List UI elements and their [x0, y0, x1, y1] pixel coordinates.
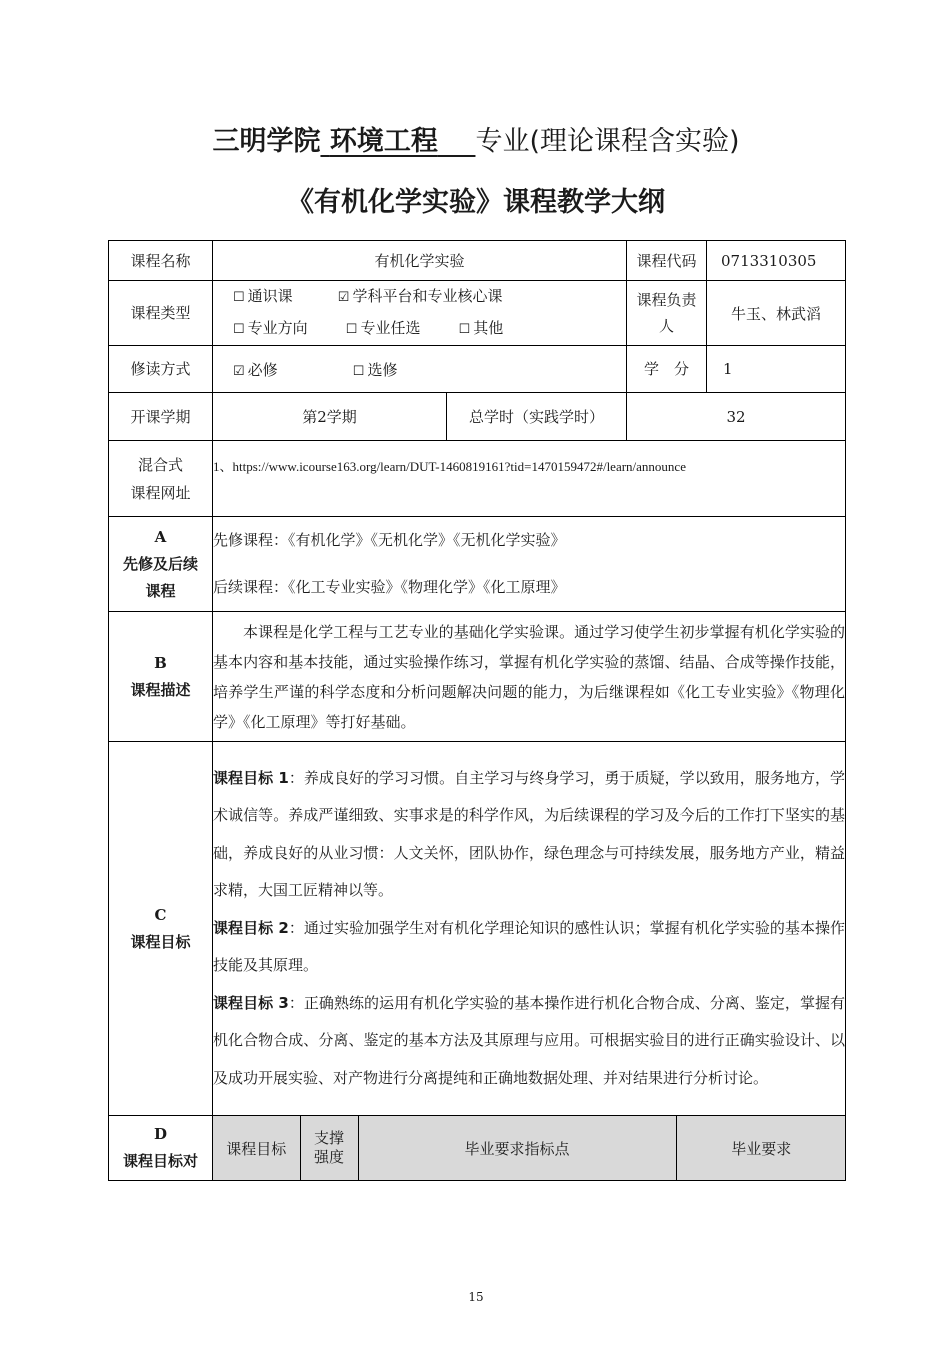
- course-goal-3: 课程目标 3：正确熟练的运用有机化学实验的基本操作进行机化合物合成、分离、鉴定，掌握有机化合物合成、分离、鉴定的基本方法及其原理与应用。可根据实验目的进行正确实验设计、以及成功开展实验、对产物进行分离提纯和正确地数据处理、并对结果进行分析讨论。: [213, 993, 846, 1087]
- row-course-type: [109, 281, 846, 346]
- study-mode-options: [213, 346, 627, 393]
- title-prefix: 三明学院: [212, 126, 321, 157]
- section-c-heading: C 课程目标: [109, 742, 213, 1116]
- study-option-optional[interactable]: ☐ 选修: [352, 360, 398, 379]
- followup-courses: 后续课程：《化工专业实验》《物理化学》《化工原理》: [213, 578, 566, 596]
- credit-label: 学 分: [627, 346, 707, 393]
- section-d-mapping: [213, 1116, 846, 1181]
- course-type-options: [213, 281, 627, 346]
- semester-value: 第2学期: [213, 393, 447, 441]
- type-option-elective[interactable]: ☐ 专业任选: [345, 319, 421, 337]
- row-section-a: [109, 517, 846, 612]
- course-goal-2: 课程目标 2：通过实验加强学生对有机化学理论知识的感性认识；掌握有机化学实验的基本操作技能及其原理。: [213, 918, 846, 975]
- section-d-heading: D 课程目标对: [109, 1116, 213, 1181]
- leader-label: 课程负责人: [627, 281, 707, 346]
- semester-label: 开课学期: [109, 393, 213, 441]
- course-code-label: 课程代码: [627, 241, 707, 281]
- checkbox-unchecked-icon: ☐: [345, 322, 358, 337]
- course-url-link[interactable]: 1、https://www.icourse163.org/learn/DUT-1460819161?tid=1470159472#/learn/announce: [213, 441, 846, 517]
- row-section-c: [109, 742, 846, 1116]
- document-title: [0, 122, 952, 162]
- checkbox-checked-icon: ☑: [337, 290, 350, 305]
- course-goals: [213, 742, 846, 1116]
- section-b-heading: B 课程描述: [109, 612, 213, 742]
- row-study-mode: [109, 346, 846, 393]
- mapping-header-table: [213, 1116, 846, 1180]
- study-mode-label: 修读方式: [109, 346, 213, 393]
- type-option-other[interactable]: ☐ 其他: [458, 319, 504, 337]
- course-name-label: 课程名称: [109, 241, 213, 281]
- header-indicator: 毕业要求指标点: [358, 1116, 676, 1180]
- hours-label: 总学时（实践学时）: [447, 393, 627, 441]
- row-course-url: [109, 441, 846, 517]
- course-type-label: 课程类型: [109, 281, 213, 346]
- type-option-general[interactable]: ☐ 通识课: [233, 287, 293, 305]
- row-course-name: [109, 241, 846, 281]
- course-code-value: 0713310305: [707, 241, 846, 281]
- section-a-heading: A 先修及后续 课程: [109, 517, 213, 612]
- study-option-required[interactable]: ☑ 必修: [233, 360, 278, 379]
- header-course-goal: 课程目标: [213, 1116, 300, 1180]
- type-option-direction[interactable]: ☐ 专业方向: [233, 319, 308, 337]
- checkbox-checked-icon: ☑: [233, 363, 245, 379]
- row-section-d: [109, 1116, 846, 1181]
- syllabus-table: [108, 240, 846, 1181]
- header-requirement: 毕业要求: [676, 1116, 846, 1180]
- hours-value: 32: [627, 393, 846, 441]
- document-subtitle: 《有机化学实验》课程教学大纲: [287, 187, 665, 218]
- course-name-value: 有机化学实验: [213, 241, 627, 281]
- row-semester: [109, 393, 846, 441]
- title-suffix: 专业(理论课程含实验): [475, 126, 740, 157]
- course-description: 本课程是化学工程与工艺专业的基础化学实验课。通过学习使学生初步掌握有机化学实验的基本内容和基本技能，通过实验操作练习，掌握有机化学实验的蒸馏、结晶、合成等操作技能，培养学生严谨的科学态度和分析问题解决问题的能力，为后继课程如《化工专业实验》《物理化学》《化工原理》等打好基础。: [213, 612, 846, 742]
- type-option-core[interactable]: ☑ 学科平台和专业核心课: [337, 287, 503, 305]
- header-support-strength: 支撑强度: [300, 1116, 358, 1180]
- checkbox-unchecked-icon: ☐: [233, 322, 245, 337]
- checkbox-unchecked-icon: ☐: [352, 363, 365, 379]
- section-a-content: [213, 517, 846, 612]
- prerequisite-courses: 先修课程：《有机化学》《无机化学》《无机化学实验》: [213, 531, 566, 549]
- leader-value: 牛玉、林武滔: [707, 281, 846, 346]
- course-url-label: 混合式 课程网址: [109, 441, 213, 517]
- page-number: 15: [468, 1290, 484, 1304]
- credit-value: 1: [707, 346, 846, 393]
- checkbox-unchecked-icon: ☐: [458, 322, 471, 337]
- title-major: 环境工程: [329, 126, 438, 157]
- course-goal-1: 课程目标 1：养成良好的学习习惯。自主学习与终身学习，勇于质疑，学以致用，服务地方，学术诚信等。养成严谨细致、实事求是的科学作风，为后续课程的学习及今后的工作打下坚实的基础，养成良好的从业习惯：人文关怀，团队协作，绿色理念与可持续发展，服务地方产业，精益求精，大国工匠精神以等。: [213, 768, 846, 900]
- row-section-b: [109, 612, 846, 742]
- checkbox-unchecked-icon: ☐: [233, 290, 245, 305]
